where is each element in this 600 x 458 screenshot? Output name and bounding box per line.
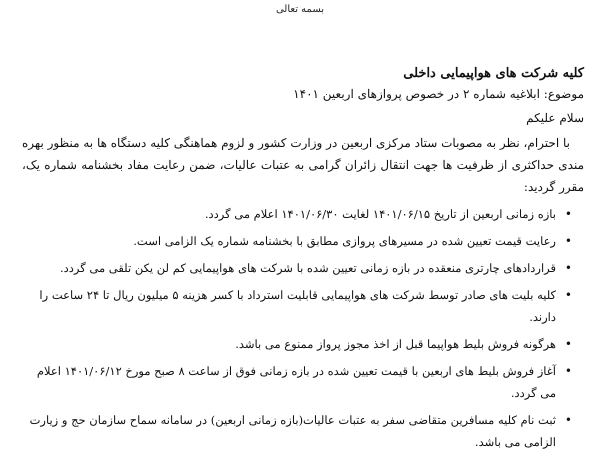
clause-item: • بازه زمانی اربعین از تاریخ ۱۴۰۱/۰۶/۱۵ لغایت ۱۴۰۱/۰۶/۳۰ اعلام می گردد. xyxy=(22,203,572,225)
clause-item: • ثبت نام کلیه مسافرین متقاضی سفر به عتبات عالیات(بازه زمانی اربعین) در سامانه سماح سازمان حج و زیارت الزامی می باشد. xyxy=(22,409,572,453)
clause-item: • آغاز فروش بلیط های اربعین با قیمت تعیین شده در بازه زمانی فوق از ساعت ۸ صبح مورخ ۱۴۰۱/۰۶/۱۲ اعلام می گردد. xyxy=(22,360,572,404)
subject-line: موضوع: ابلاغیه شماره ۲ در خصوص پروازهای اربعین ۱۴۰۱ xyxy=(293,87,584,101)
greeting: سلام علیکم xyxy=(526,111,584,125)
clause-item: • رعایت قیمت تعیین شده در مسیرهای پروازی مطابق با بخشنامه شماره یک الزامی است. xyxy=(22,230,572,252)
clause-item: • هرگونه فروش بلیط هواپیما قبل از اخذ مجوز پرواز ممنوع می باشد. xyxy=(22,333,572,355)
clause-item: • قراردادهای چارتری منعقده در بازه زمانی تعیین شده با شرکت های هواپیمایی کم لن یکن تلقی می گردد. xyxy=(22,257,572,279)
bismillah-header: بسمه تعالی xyxy=(275,4,325,15)
clause-list xyxy=(22,203,572,458)
intro-paragraph: با احترام، نظر به مصوبات ستاد مرکزی اربعین در وزارت کشور و لزوم هماهنگی کلیه دستگاه ها به منظور بهره مندی حداکثری از ظرفیت ها جهت انتقال زائران گرامی به عتبات عالیات، ضمن رعایت مفاد بخشنامه شماره یک، مقرر گردید: xyxy=(22,136,584,194)
clause-item: • کلیه بلیت های صادر توسط شرکت های هواپیمایی قابلیت استرداد با کسر هزینه ۵ میلیون ریال تا ۲۴ ساعت را دارند. xyxy=(22,284,572,328)
recipient-line: کلیه شرکت های هواپیمایی داخلی xyxy=(403,66,584,81)
